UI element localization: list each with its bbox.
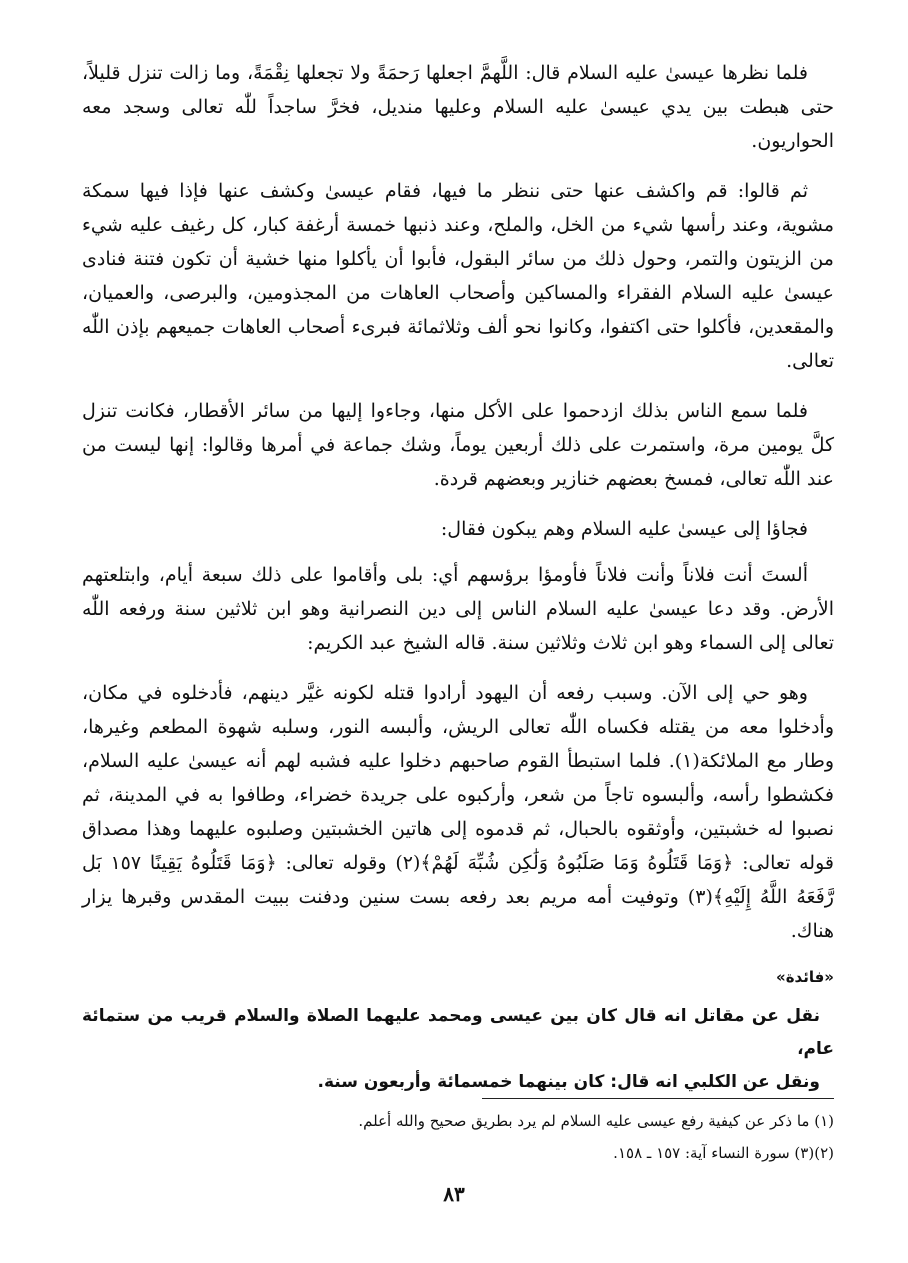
page-body (82, 56, 834, 1099)
fawaid-heading: «فائدة» (776, 968, 834, 986)
paragraph-people-crowd: فلما سمع الناس بذلك ازدحموا على الأكل منها، وجاءوا إليها من سائر الأقطار، فكانت تنزل كلَّ يومين مرة، واستمرت على ذلك أربعين يوماً، وشك جماعة في أمرها وقالوا: إنها ليست من عند اللّٰه تعالى، فمسخ بعضهم خنازير وبعضهم قردة. (82, 400, 834, 490)
fawaid-line: ونقل عن الكلبي انه قال: كان بينهما خمسمائة وأربعون سنة. (317, 1072, 820, 1092)
paragraph-swallowed-by-earth: ألستَ أنت فلاناً وأنت فلاناً فأومؤا برؤسهم أي: بلى وأقاموا على ذلك سبعة أيام، وابتلعتهم الأرض. وقد دعا عيسىٰ عليه السلام الناس إلى دين النصرانية وهو ابن ثلاثين سنة ورفعه اللّٰه تعالى إلى السماء وهو ابن ثلاث وثلاثين سنة. قاله الشيخ عبد الكريم: (82, 564, 834, 654)
footnote: (٢)(٣) سورة النساء آية: ١٥٧ ـ ١٥٨. (613, 1144, 834, 1162)
paragraph-they-came-weeping: فجاؤا إلى عيسىٰ عليه السلام وهم يبكون فقال: (440, 518, 808, 540)
footnotes (82, 1106, 834, 1170)
footnote-divider (482, 1098, 834, 1099)
page-number: ٨٣ (443, 1182, 465, 1206)
footnote: (١) ما ذكر عن كيفية رفع عيسى عليه السلام لم يرد بطريق صحيح والله أعلم. (358, 1112, 834, 1130)
paragraph-ascension: وهو حي إلى الآن. وسبب رفعه أن اليهود أرادوا قتله لكونه غيَّر دينهم، فأدخلوه في مكان، وأدخلوا معه من يقتله فكساه اللّٰه تعالى الريش، وألبسه النور، وسلبه شهوة المطعم وغيرها، وطار مع الملائكة(١). فلما استبطأ القوم صاحبهم دخلوا عليه فشبه لهم أنه عيسىٰ عليه السلام، فكشطوا رأسه، وألبسوه تاجاً من شعر، وأركبوه على جريدة خضراء، وطافوا به في المدينة، ثم نصبوا له خشبتين، وأوثقوه بالحبال، ثم قدموه إلى هاتين الخشبتين وصلبوه عليهما وهذا مصداق قوله تعالى: ﴿وَمَا قَتَلُوهُ وَمَا صَلَبُوهُ وَلَٰكِن شُبِّهَ لَهُمْ﴾(٢) وقوله تعالى: ﴿وَمَا قَتَلُوهُ يَقِينًا ١٥٧ بَل رَّفَعَهُ اللَّهُ إِلَيْهِ﴾(٣) وتوفيت أمه مريم بعد رفعه بست سنين ودفنت ببيت المقدس وقبرها يزار هناك. (82, 682, 834, 942)
paragraph-table-descends: فلما نظرها عيسىٰ عليه السلام قال: اللَّهمَّ اجعلها رَحمَةً ولا تجعلها نِقْمَةً، وما زالت تنزل قليلاً، حتى هبطت بين يدي عيسىٰ عليه السلام وعليها منديل، فخرَّ ساجداً للّٰه تعالى وسجد معه الحواريون. (82, 62, 834, 152)
paragraph-table-contents: ثم قالوا: قم واكشف عنها حتى ننظر ما فيها، فقام عيسىٰ وكشف عنها فإذا فيها سمكة مشوية، وعند رأسها شيء من الخل، والملح، وعند ذنبها خمسة أرغفة كبار، كل رغيف عليه شيء من الزيتون والتمر، وحول ذلك من سائر البقول، فأبوا أن يأكلوا منها خشية أن تكون فتنة فنادى عيسىٰ عليه السلام الفقراء والمساكين وأصحاب العاهات من المجذومين، والبرصى، والعميان، والمقعدين، فأكلوا حتى اكتفوا، وكانوا نحو ألف وثلاثمائة فبرىء أصحاب العاهات جميعهم بإذن اللّٰه تعالى. (82, 180, 834, 372)
fawaid-line: نقل عن مقاتل انه قال كان بين عيسى ومحمد عليهما الصلاة والسلام قريب من ستمائة عام، (82, 1006, 834, 1059)
